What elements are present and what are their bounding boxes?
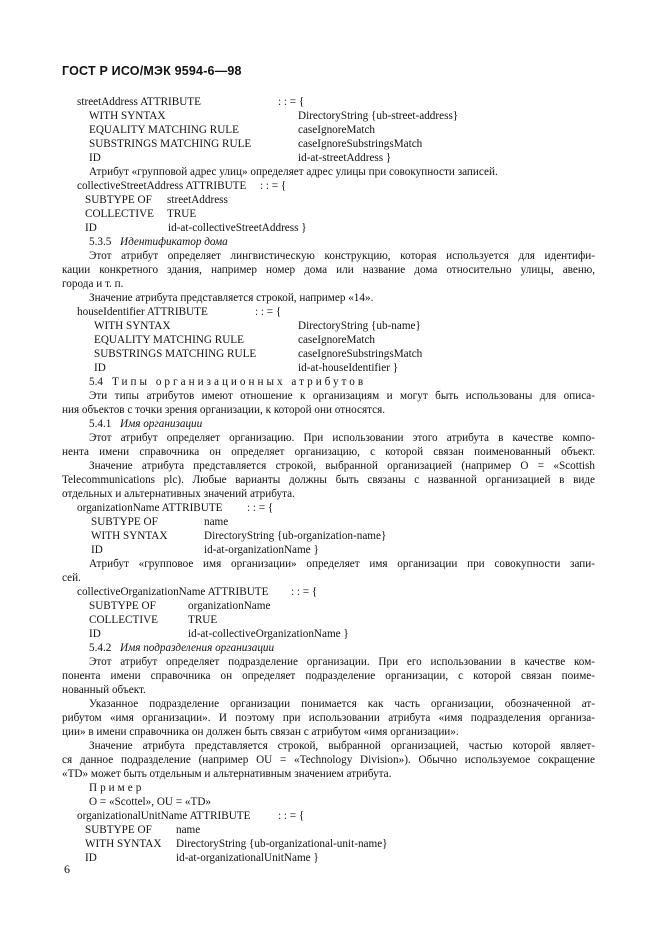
- section-number: 5.4.2: [89, 642, 112, 654]
- asn1-keyword: WITH SYNTAX: [85, 838, 162, 850]
- asn1-line: [85, 837, 388, 851]
- asn1-keyword: houseIdentifier ATTRIBUTE: [77, 306, 208, 318]
- text-line: Значение атрибута представляется строкой, выбранной организацией, частью которой являет-: [89, 740, 595, 752]
- asn1-keyword: collectiveStreetAddress ATTRIBUTE: [77, 180, 247, 192]
- asn1-keyword: WITH SYNTAX: [94, 320, 171, 332]
- asn1-value: caseIgnoreMatch: [298, 334, 376, 346]
- asn1-value: : : = {: [278, 810, 305, 822]
- section-heading: [89, 417, 203, 431]
- asn1-keyword: organizationName ATTRIBUTE: [77, 502, 223, 514]
- text-line: Атрибут «групповое имя организации» определяет имя организации при совокупности запи-: [89, 558, 595, 570]
- asn1-keyword: SUBTYPE OF: [89, 600, 156, 612]
- asn1-value: id-at-collectiveStreetAddress }: [168, 222, 307, 234]
- asn1-value: DirectoryString {ub-organizational-unit-name}: [176, 838, 388, 850]
- asn1-keyword: EQUALITY MATCHING RULE: [89, 124, 239, 136]
- text-line: O = «Scottel», OU = «TD»: [89, 796, 211, 808]
- section-title: Имя организации: [120, 418, 203, 430]
- asn1-line: [89, 613, 218, 627]
- section-title: Типы организационных атрибутов: [112, 376, 367, 388]
- asn1-keyword: ID: [94, 362, 106, 374]
- text-line: Атрибут «групповой адрес улиц» определяет адрес улицы при совокупности записей.: [89, 166, 498, 178]
- asn1-keyword: ID: [85, 222, 97, 234]
- asn1-line: [94, 333, 376, 347]
- asn1-value: id-at-houseIdentifier }: [298, 362, 399, 374]
- asn1-line: [85, 851, 319, 865]
- text-line: Эти типы атрибутов имеют отношение к организациям и могут быть использованы для описа-: [89, 390, 595, 402]
- asn1-keyword: ID: [91, 544, 103, 556]
- asn1-value: caseIgnoreSubstringsMatch: [298, 138, 423, 150]
- section-title: Идентификатор дома: [120, 236, 228, 248]
- asn1-line: [77, 305, 282, 319]
- asn1-value: DirectoryString {ub-street-address}: [298, 110, 459, 122]
- asn1-value: TRUE: [188, 614, 218, 626]
- section-title: Имя подразделения организации: [120, 642, 275, 654]
- asn1-value: name: [176, 824, 201, 836]
- asn1-keyword: SUBTYPE OF: [91, 516, 158, 528]
- text-line: Этот атрибут определяет организацию. При использовании этого атрибута в качестве компо-: [89, 432, 595, 444]
- asn1-keyword: SUBSTRINGS MATCHING RULE: [94, 348, 257, 360]
- asn1-line: [77, 179, 287, 193]
- asn1-line: [89, 151, 392, 165]
- asn1-value: DirectoryString {ub-organization-name}: [204, 530, 387, 542]
- asn1-line: [94, 319, 421, 333]
- asn1-line: [85, 823, 201, 837]
- section-heading: [89, 235, 228, 249]
- text-line: понента имени справочника он определяет подразделение организации, с которой связан поиме-: [62, 670, 595, 682]
- asn1-line: [85, 193, 228, 207]
- asn1-line: [94, 347, 423, 361]
- asn1-line: [89, 627, 349, 641]
- text-line: Этот атрибут определяет лингвистическую конструкцию, которая используется для идентифи-: [89, 250, 595, 262]
- asn1-line: [89, 599, 271, 613]
- asn1-value: caseIgnoreMatch: [298, 124, 376, 136]
- asn1-value: caseIgnoreSubstringsMatch: [298, 348, 423, 360]
- text-line: сей.: [62, 572, 81, 584]
- asn1-keyword: collectiveOrganizationName ATTRIBUTE: [77, 586, 269, 598]
- text-line: рибутом «имя организации». И поэтому при использовании атрибута «имя подразделения организа-: [62, 712, 595, 724]
- text-line: Этот атрибут определяет подразделение организации. При его использовании в качестве ком-: [89, 656, 595, 668]
- asn1-line: [77, 585, 318, 599]
- asn1-value: : : = {: [260, 180, 287, 192]
- asn1-value: DirectoryString {ub-name}: [298, 320, 421, 332]
- asn1-value: : : = {: [291, 586, 318, 598]
- section-heading: [89, 641, 275, 655]
- asn1-keyword: streetAddress ATTRIBUTE: [77, 96, 201, 108]
- asn1-value: TRUE: [167, 208, 197, 220]
- text-line: нованный объект.: [62, 684, 146, 696]
- section-number: 5.3.5: [89, 236, 112, 248]
- asn1-value: streetAddress: [167, 194, 228, 206]
- asn1-line: [85, 207, 197, 221]
- asn1-line: [77, 809, 305, 823]
- asn1-line: [94, 361, 399, 375]
- asn1-line: [77, 95, 305, 109]
- text-line: нента имени справочника он определяет организацию, с которой связан поименованный объект.: [62, 446, 595, 458]
- section-number: 5.4: [89, 376, 103, 388]
- text-line: города и т. п.: [62, 278, 124, 290]
- asn1-line: [91, 515, 229, 529]
- asn1-keyword: WITH SYNTAX: [91, 530, 168, 542]
- asn1-line: [91, 529, 387, 543]
- text-line: ния объектов с точки зрения организации, к которой они относятся.: [62, 404, 386, 416]
- asn1-line: [77, 501, 274, 515]
- asn1-line: [91, 543, 319, 557]
- page-header: ГОСТ Р ИСО/МЭК 9594-6—98: [62, 64, 242, 78]
- text-line: ся данное подразделение (например OU = «Technology Division»). Обычно используемое сокращение: [62, 754, 595, 766]
- asn1-keyword: EQUALITY MATCHING RULE: [94, 334, 244, 346]
- asn1-line: [89, 109, 459, 123]
- asn1-keyword: SUBTYPE OF: [85, 194, 152, 206]
- asn1-line: [89, 123, 376, 137]
- page-number: 6: [64, 862, 70, 876]
- section-heading: [89, 375, 367, 389]
- asn1-value: organizationName: [188, 600, 271, 612]
- asn1-line: [85, 221, 307, 235]
- asn1-value: id-at-streetAddress }: [298, 152, 392, 164]
- asn1-value: id-at-organizationName }: [204, 544, 319, 556]
- asn1-keyword: ID: [89, 152, 101, 164]
- asn1-keyword: organizationalUnitName ATTRIBUTE: [77, 810, 251, 822]
- text-line: Значение атрибута представляется строкой, выбранной организацией (например O = «Scottish: [89, 460, 595, 472]
- text-line: кации конкретного здания, например номер дома или название дома относительно улицы, авеню,: [62, 264, 595, 276]
- asn1-keyword: SUBTYPE OF: [85, 824, 152, 836]
- asn1-value: id-at-collectiveOrganizationName }: [188, 628, 349, 640]
- text-line: Значение атрибута представляется строкой, например «14».: [89, 292, 374, 304]
- asn1-keyword: ID: [89, 628, 101, 640]
- asn1-keyword: SUBSTRINGS MATCHING RULE: [89, 138, 252, 150]
- asn1-keyword: COLLECTIVE: [89, 614, 158, 626]
- section-number: 5.4.1: [89, 418, 112, 430]
- asn1-value: name: [204, 516, 229, 528]
- text-line: «TD» может быть отдельным и альтернативным значением атрибута.: [62, 768, 392, 780]
- asn1-keyword: WITH SYNTAX: [89, 110, 166, 122]
- example-label: Пример: [89, 782, 145, 794]
- text-line: Указанное подразделение организации понимается как часть организации, обозначенной ат-: [89, 698, 595, 710]
- text-line: ции» в имени справочника он должен быть связан с атрибутом «имя организации».: [62, 726, 459, 738]
- asn1-value: : : = {: [255, 306, 282, 318]
- asn1-value: id-at-organizationalUnitName }: [176, 852, 319, 864]
- text-line: Telecommunications plc). Любые варианты должны быть связаны с названной организацией в виде: [62, 474, 595, 486]
- asn1-keyword: ID: [85, 852, 97, 864]
- asn1-value: : : = {: [247, 502, 274, 514]
- asn1-line: [89, 137, 423, 151]
- asn1-value: : : = {: [278, 96, 305, 108]
- asn1-keyword: COLLECTIVE: [85, 208, 154, 220]
- text-line: отдельных и альтернативных значений атрибута.: [62, 488, 295, 500]
